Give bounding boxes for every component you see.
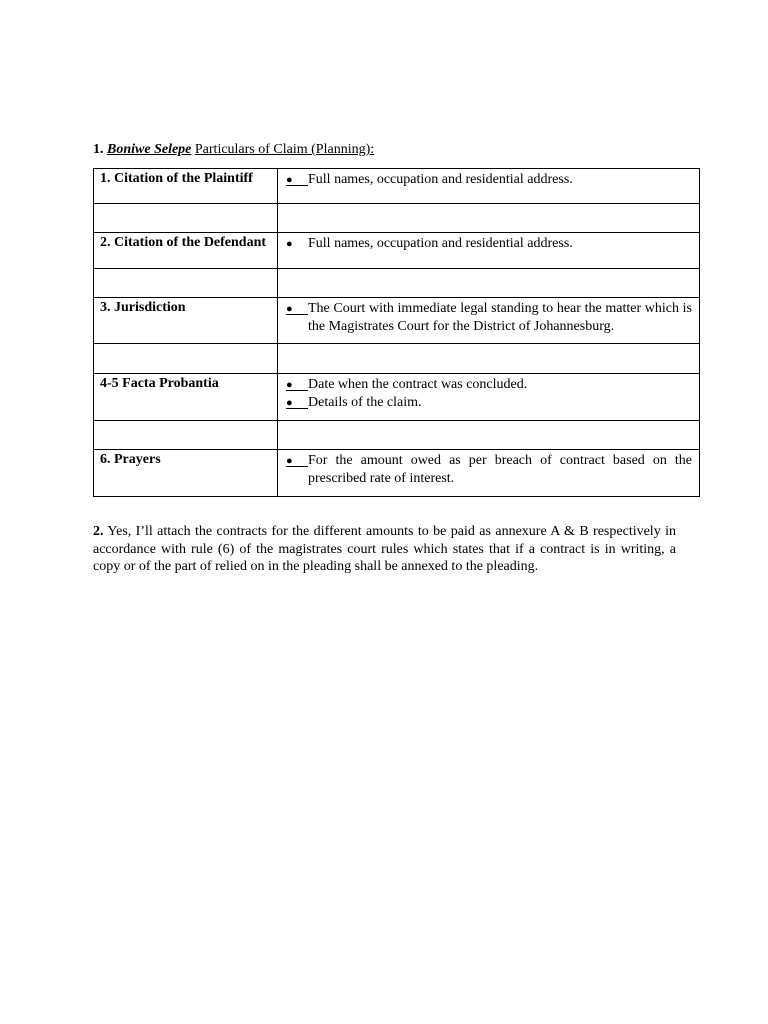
- row-label: 6. Prayers: [94, 450, 278, 497]
- heading-number: 1.: [93, 142, 104, 157]
- bullet-text: Date when the contract was concluded.: [308, 377, 528, 392]
- bullet-item: [286, 394, 692, 412]
- bullet-icon: ●: [286, 376, 308, 391]
- row-label: [94, 204, 278, 233]
- bullet-icon: ●: [286, 238, 293, 250]
- table-row: [94, 344, 700, 374]
- row-label: 2. Citation of the Defendant: [94, 233, 278, 269]
- heading-title: Particulars of Claim (Planning):: [194, 142, 375, 157]
- table-row: [94, 169, 700, 204]
- row-label: [94, 269, 278, 298]
- table-row: [94, 298, 700, 344]
- row-content: [278, 298, 700, 344]
- paragraph-text: Yes, I’ll attach the contracts for the different amounts to be paid as annexure A & B respectively in accordance with rule (6) of the magistrates court rules which states that if a contract is in writing, a copy or of the part of relied on in the pleading shall be annexed to the pleading.: [93, 524, 676, 574]
- bullet-icon: ●: [286, 452, 308, 467]
- row-content: [278, 374, 700, 421]
- particulars-table: [93, 168, 700, 497]
- table-row: [94, 269, 700, 298]
- bullet-text: Full names, occupation and residential address.: [308, 172, 573, 187]
- row-label: 1. Citation of the Plaintiff: [94, 169, 278, 204]
- bullet-item: [286, 376, 692, 394]
- bullet-text: The Court with immediate legal standing to hear the matter which is the Magistrates Court for the District of Johannesburg.: [308, 301, 692, 334]
- bullet-icon: ●: [286, 394, 308, 409]
- bullet-item: [286, 300, 692, 336]
- bullet-item: [286, 235, 692, 253]
- table-row: [94, 421, 700, 450]
- row-content: [278, 421, 700, 450]
- bullet-icon: ●: [286, 300, 308, 315]
- row-label: 3. Jurisdiction: [94, 298, 278, 344]
- paragraph-2: [93, 523, 676, 576]
- row-label: [94, 344, 278, 374]
- section-heading: [93, 141, 374, 159]
- bullet-text: For the amount owed as per breach of contract based on the prescribed rate of interest.: [308, 453, 692, 486]
- row-content: [278, 233, 700, 269]
- row-content: [278, 344, 700, 374]
- paragraph-number: 2.: [93, 524, 104, 539]
- row-content: [278, 169, 700, 204]
- bullet-item: [286, 452, 692, 488]
- table-row: [94, 204, 700, 233]
- bullet-text: Details of the claim.: [308, 395, 422, 410]
- row-content: [278, 450, 700, 497]
- table-row: [94, 374, 700, 421]
- row-content: [278, 204, 700, 233]
- row-label: 4-5 Facta Probantia: [94, 374, 278, 421]
- bullet-text: Full names, occupation and residential address.: [308, 236, 573, 251]
- bullet-icon: ●: [286, 171, 308, 186]
- heading-client-name: Boniwe Selepe: [107, 142, 192, 157]
- table-row: [94, 233, 700, 269]
- row-label: [94, 421, 278, 450]
- bullet-item: [286, 171, 692, 189]
- table-row: [94, 450, 700, 497]
- row-content: [278, 269, 700, 298]
